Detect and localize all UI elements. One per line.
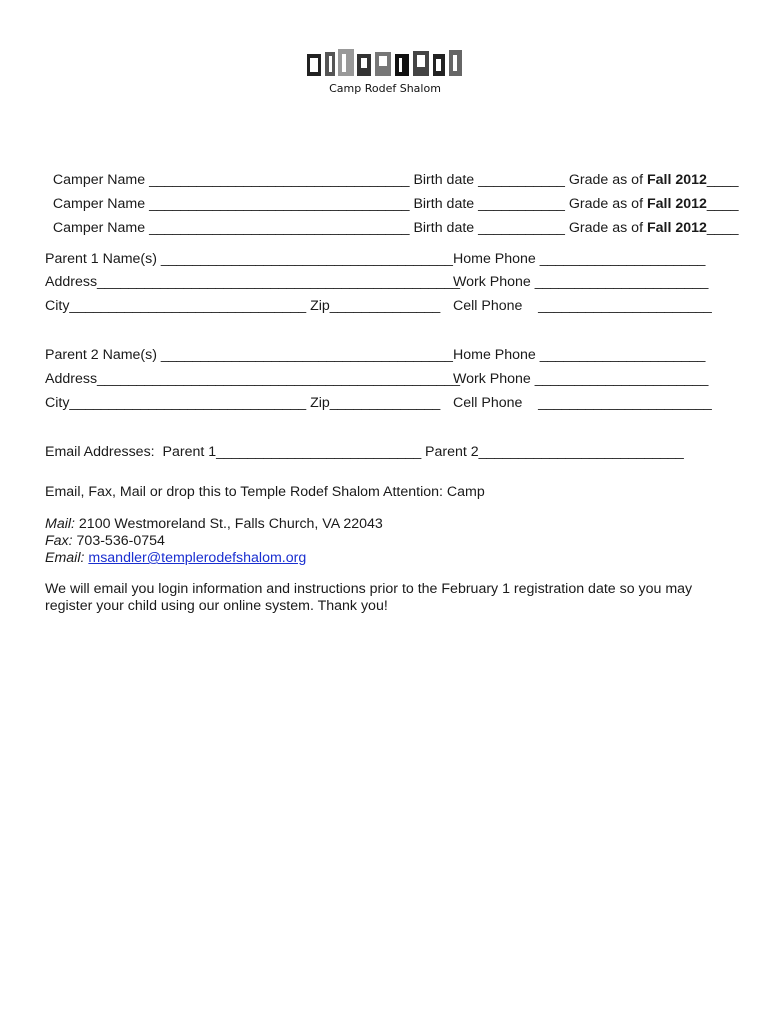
- grade-label: Grade as of: [568, 196, 644, 212]
- grade-blank[interactable]: ____: [706, 196, 739, 212]
- camp-logo: [305, 46, 465, 98]
- fax-number: 703-536-0754: [72, 533, 165, 549]
- parent2-home-phone-field[interactable]: Home Phone _____________________: [453, 347, 706, 363]
- email-link[interactable]: msandler@templerodefshalom.org: [88, 550, 307, 566]
- parent1-city-zip-field[interactable]: City______________________________ Zip______________: [45, 298, 441, 314]
- parent1-cell-phone-field[interactable]: Cell Phone ______________________: [453, 298, 712, 314]
- grade-term: Fall 2012: [646, 196, 707, 212]
- camper-name-label: Camper Name: [52, 172, 146, 188]
- birth-date-label: Birth date: [413, 196, 475, 212]
- parent2-name-field[interactable]: Parent 2 Name(s) _____________________________________: [45, 347, 453, 363]
- camper-name-blank[interactable]: _________________________________: [149, 220, 410, 236]
- parent1-home-phone-field[interactable]: Home Phone _____________________: [453, 251, 706, 267]
- grade-term: Fall 2012: [646, 172, 707, 188]
- mail-label: Mail:: [45, 516, 75, 532]
- fax-label: Fax:: [45, 533, 73, 549]
- submission-instructions: Email, Fax, Mail or drop this to Temple Rodef Shalom Attention: Camp: [45, 484, 485, 500]
- parent1-work-phone-field[interactable]: Work Phone ______________________: [453, 274, 709, 290]
- birth-date-label: Birth date: [413, 172, 475, 188]
- grade-blank[interactable]: ____: [706, 220, 739, 236]
- camper-name-blank[interactable]: _________________________________: [149, 196, 410, 212]
- camper-row[interactable]: [45, 201, 738, 237]
- parent1-address-field[interactable]: Address______________________________________________: [45, 274, 461, 290]
- camper-name-label: Camper Name: [52, 220, 146, 236]
- email-parent1-field[interactable]: Email Addresses: Parent 1__________________________: [45, 444, 422, 460]
- closing-paragraph: We will email you login information and instructions prior to the February 1 registration date so you may register your child using our online system. Thank you!: [45, 581, 693, 614]
- grade-term: Fall 2012: [646, 220, 707, 236]
- camper-name-label: Camper Name: [52, 196, 146, 212]
- grade-label: Grade as of: [568, 220, 644, 236]
- parent2-cell-phone-field[interactable]: Cell Phone ______________________: [453, 395, 712, 411]
- birth-date-blank[interactable]: ___________: [478, 172, 565, 188]
- contact-block: [45, 516, 725, 567]
- fax-line: [45, 533, 725, 550]
- birth-date-label: Birth date: [413, 220, 475, 236]
- email-line: [45, 550, 725, 567]
- email-label: Email:: [45, 550, 85, 566]
- parent1-name-field[interactable]: Parent 1 Name(s) _____________________________________: [45, 251, 453, 267]
- email-parent2-field[interactable]: Parent 2__________________________: [425, 444, 684, 460]
- mail-address: 2100 Westmoreland St., Falls Church, VA 22043: [74, 516, 383, 532]
- grade-blank[interactable]: ____: [706, 172, 739, 188]
- parent2-address-field[interactable]: Address______________________________________________: [45, 371, 461, 387]
- hebrew-logo-graphic: [305, 46, 465, 80]
- parent2-work-phone-field[interactable]: Work Phone ______________________: [453, 371, 709, 387]
- grade-label: Grade as of: [568, 172, 644, 188]
- camper-name-blank[interactable]: _________________________________: [149, 172, 410, 188]
- logo-caption: Camp Rodef Shalom: [329, 82, 441, 95]
- birth-date-blank[interactable]: ___________: [478, 220, 565, 236]
- parent2-city-zip-field[interactable]: City______________________________ Zip______________: [45, 395, 441, 411]
- birth-date-blank[interactable]: ___________: [478, 196, 565, 212]
- mail-line: [45, 516, 725, 533]
